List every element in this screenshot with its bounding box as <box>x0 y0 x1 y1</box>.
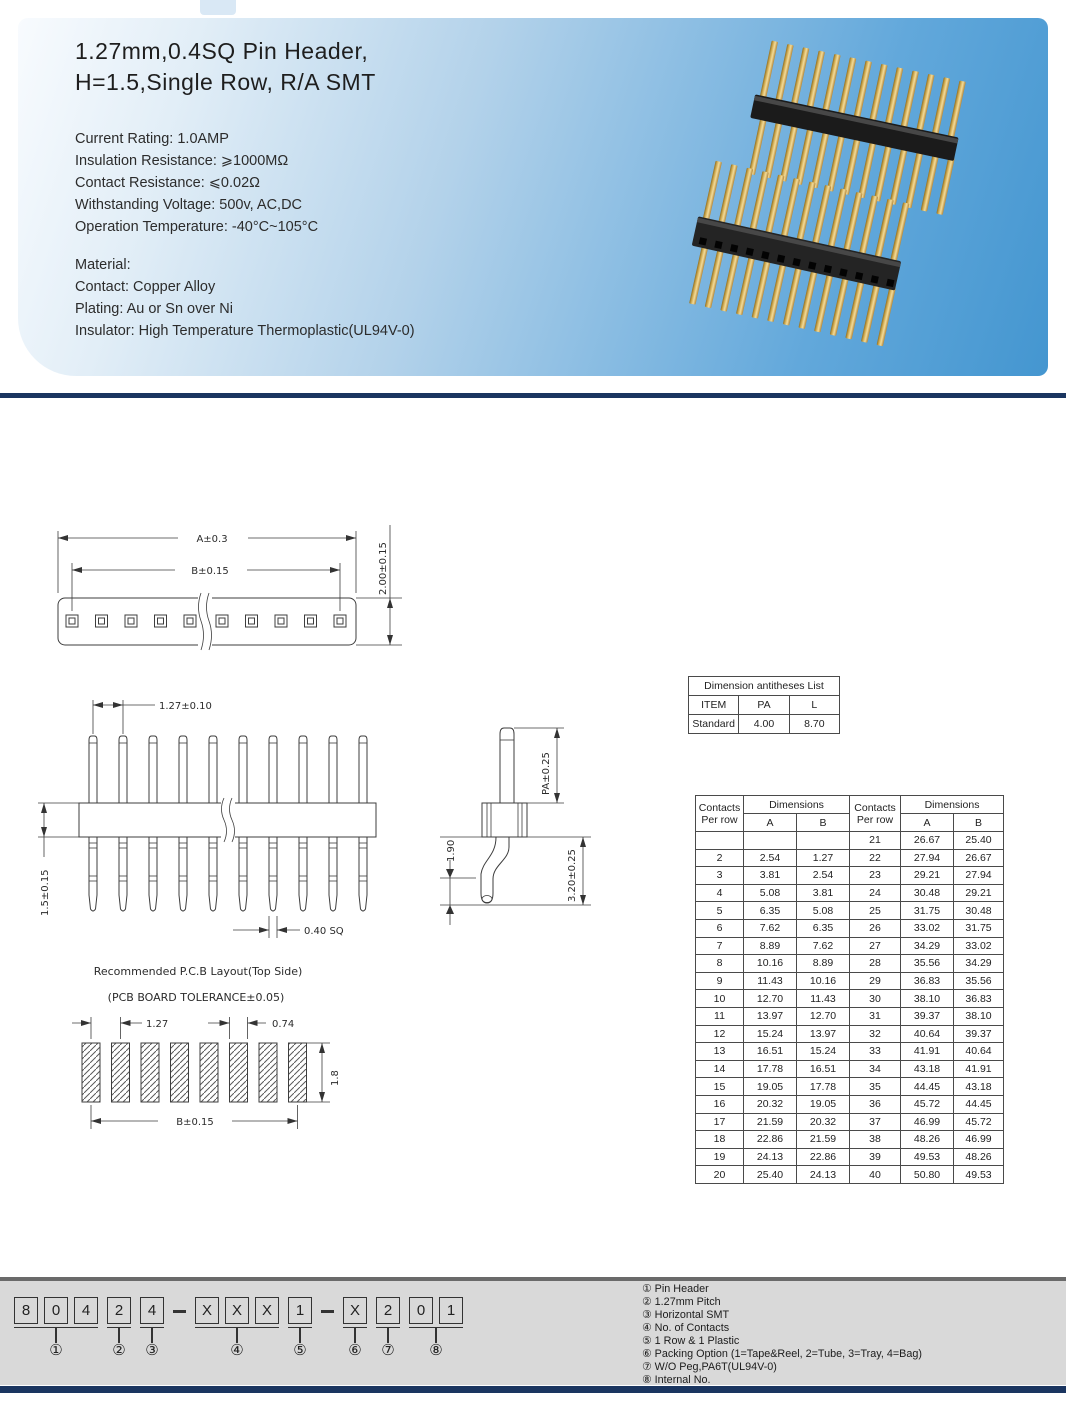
dim-label-pcb-pad-width: 0.74 <box>272 1019 295 1030</box>
material-contact: Contact: Copper Alloy <box>75 279 216 295</box>
part-number-box: 4 <box>140 1297 164 1324</box>
dash-separator <box>173 1310 186 1313</box>
antitheses-table-title: Dimension antitheses List <box>689 677 840 696</box>
part-number-box: 8 <box>14 1297 38 1324</box>
group-number-mark: ⑧ <box>429 1342 443 1359</box>
header-b-left: B <box>797 814 850 832</box>
header-contacts-left: Contacts Per row <box>696 796 744 832</box>
part-number-box: 0 <box>44 1297 68 1324</box>
part-number-box: X <box>195 1297 219 1324</box>
dim-label-pcb-pad-height: 1.8 <box>330 1070 341 1086</box>
table-row: 8 10.16 8.89 28 35.56 34.29 <box>696 955 1004 973</box>
pin-header-photo-top <box>739 40 971 215</box>
table-row: 4 5.08 3.81 24 30.48 29.21 <box>696 884 1004 902</box>
table-row: 21 26.67 25.40 <box>696 832 1004 850</box>
table-row: 7 8.89 7.62 27 34.29 33.02 <box>696 937 1004 955</box>
legend-item: ① Pin Header <box>642 1283 709 1295</box>
table-row: 17 21.59 20.32 37 46.99 45.72 <box>696 1113 1004 1131</box>
drawing-top-view <box>40 505 450 670</box>
group-number-mark: ⑥ <box>348 1342 362 1359</box>
material-heading: Material: <box>75 257 131 273</box>
page-bottom-rule <box>0 1386 1066 1393</box>
antitheses-header-pa: PA <box>739 696 789 715</box>
legend-item: ② 1.27mm Pitch <box>642 1296 721 1308</box>
legend-item: ⑥ Packing Option (1=Tape&Reel, 2=Tube, 3=Tray, 4=Bag) <box>642 1348 922 1360</box>
group-number-mark: ④ <box>230 1342 244 1359</box>
legend-list <box>642 1283 922 1387</box>
electrical-specs <box>75 128 318 238</box>
dim-table-body <box>696 832 1004 1184</box>
header-dimensions-right: Dimensions <box>901 796 1004 814</box>
dim-label-pitch: 1.27±0.10 <box>159 701 212 712</box>
table-row: 9 11.43 10.16 29 36.83 35.56 <box>696 972 1004 990</box>
part-number-box: 4 <box>74 1297 98 1324</box>
antitheses-header-item: ITEM <box>689 696 739 715</box>
legend-item: ⑦ W/O Peg,PA6T(UL94V-0) <box>642 1361 777 1373</box>
group-number-mark: ① <box>49 1342 63 1359</box>
dim-label-tail: 3.20±0.25 <box>567 849 578 902</box>
part-number-group <box>107 1297 131 1359</box>
page-top-tab <box>200 0 236 15</box>
pcb-title: Recommended P.C.B Layout(Top Side) <box>93 965 303 978</box>
spec-contact-resistance: Contact Resistance: ⩽0.02Ω <box>75 175 260 191</box>
header-b-right: B <box>954 814 1004 832</box>
group-number-mark: ⑤ <box>293 1342 307 1359</box>
table-row: 2 2.54 1.27 22 27.94 26.67 <box>696 849 1004 867</box>
part-number-group <box>409 1297 463 1359</box>
part-number-group <box>343 1297 367 1359</box>
hero-panel <box>18 18 1048 376</box>
legend-item: ④ No. of Contacts <box>642 1322 730 1334</box>
spec-operation-temperature: Operation Temperature: -40°C~105°C <box>75 219 319 235</box>
table-row: 20 25.40 24.13 40 50.80 49.53 <box>696 1166 1004 1184</box>
dim-label-body-height: 1.5±0.15 <box>40 869 51 916</box>
table-row: 6 7.62 6.35 26 33.02 31.75 <box>696 919 1004 937</box>
dim-label-height: 2.00±0.15 <box>378 542 389 595</box>
legend-item: ⑧ Internal No. <box>642 1374 711 1386</box>
material-insulator: Insulator: High Temperature Thermoplastic(UL94V-0) <box>75 323 415 339</box>
part-number-box: 1 <box>288 1297 312 1324</box>
dim-label-b: B±0.15 <box>191 566 229 577</box>
antitheses-cell-item: Standard <box>689 715 739 734</box>
table-row: 12 15.24 13.97 32 40.64 39.37 <box>696 1025 1004 1043</box>
product-photo <box>550 30 1066 380</box>
part-number-box: X <box>225 1297 249 1324</box>
section-divider <box>0 393 1066 398</box>
title-line-1: 1.27mm,0.4SQ Pin Header, <box>75 38 369 64</box>
drawing-front-view <box>30 690 440 960</box>
header-dimensions-left: Dimensions <box>744 796 850 814</box>
legend-item: ③ Horizontal SMT <box>642 1309 730 1321</box>
dim-label-a: A±0.3 <box>196 534 228 545</box>
part-number-box: X <box>255 1297 279 1324</box>
table-row: 15 19.05 17.78 35 44.45 43.18 <box>696 1078 1004 1096</box>
page-title <box>75 36 376 98</box>
legend-item: ⑤ 1 Row & 1 Plastic <box>642 1335 740 1347</box>
part-number-group <box>140 1297 164 1359</box>
dim-label-pa: PA±0.25 <box>541 752 552 795</box>
material-plating: Plating: Au or Sn over Ni <box>75 301 233 317</box>
material-specs <box>75 254 415 342</box>
dimensions-table <box>695 795 1004 1184</box>
group-number-mark: ⑦ <box>381 1342 395 1359</box>
part-number-group <box>14 1297 98 1359</box>
part-number-box: X <box>343 1297 367 1324</box>
dash-separator <box>321 1310 334 1313</box>
antitheses-cell-pa: 4.00 <box>739 715 789 734</box>
antitheses-table <box>688 676 840 734</box>
part-number-box: 2 <box>107 1297 131 1324</box>
table-row: 5 6.35 5.08 25 31.75 30.48 <box>696 902 1004 920</box>
dim-label-foot: 1.90 <box>446 839 457 862</box>
table-row: 13 16.51 15.24 33 41.91 40.64 <box>696 1043 1004 1061</box>
header-a-left: A <box>744 814 797 832</box>
part-number-group <box>376 1297 400 1359</box>
table-row: 14 17.78 16.51 34 43.18 41.91 <box>696 1060 1004 1078</box>
table-row: 16 20.32 19.05 36 45.72 44.45 <box>696 1095 1004 1113</box>
dim-label-pin-square: 0.40 SQ <box>304 926 344 937</box>
header-a-right: A <box>901 814 954 832</box>
title-line-2: H=1.5,Single Row, R/A SMT <box>75 69 376 95</box>
spec-current-rating: Current Rating: 1.0AMP <box>75 131 229 147</box>
antitheses-cell-l: 8.70 <box>789 715 839 734</box>
part-number-group <box>195 1297 279 1359</box>
spec-withstanding-voltage: Withstanding Voltage: 500v, AC,DC <box>75 197 303 213</box>
dim-label-pcb-pitch: 1.27 <box>146 1019 169 1030</box>
group-number-mark: ② <box>112 1342 126 1359</box>
table-row: 11 13.97 12.70 31 39.37 38.10 <box>696 1007 1004 1025</box>
table-row: 10 12.70 11.43 30 38.10 36.83 <box>696 990 1004 1008</box>
drawing-side-view <box>430 690 655 960</box>
part-number-row <box>14 1297 463 1359</box>
header-contacts-right: Contacts Per row <box>850 796 901 832</box>
group-number-mark: ③ <box>145 1342 159 1359</box>
part-number-box: 0 <box>409 1297 433 1324</box>
part-number-box: 2 <box>376 1297 400 1324</box>
part-number-strip <box>0 1277 1066 1385</box>
drawing-pcb-layout <box>60 955 405 1175</box>
table-row: 3 3.81 2.54 23 29.21 27.94 <box>696 867 1004 885</box>
dim-label-pcb-b: B±0.15 <box>176 1117 214 1128</box>
part-number-group <box>288 1297 312 1359</box>
table-row: 19 24.13 22.86 39 49.53 48.26 <box>696 1148 1004 1166</box>
table-row: 18 22.86 21.59 38 48.26 46.99 <box>696 1131 1004 1149</box>
part-number-box: 1 <box>439 1297 463 1324</box>
antitheses-header-l: L <box>789 696 839 715</box>
pcb-subtitle: (PCB BOARD TOLERANCE±0.05) <box>107 991 285 1004</box>
spec-insulation-resistance: Insulation Resistance: ⩾1000MΩ <box>75 153 289 169</box>
